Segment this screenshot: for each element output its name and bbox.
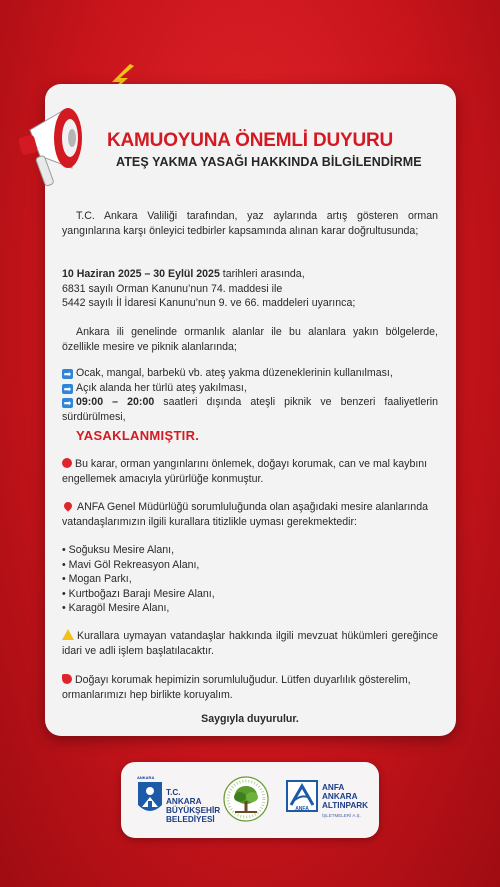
law-line-2: 5442 sayılı İl İdaresi Kanunu’nun 9. ve 66. maddeleri uyarınca;: [62, 297, 356, 310]
list-item: • Kurtboğazı Barajı Mesire Alanı,: [62, 587, 438, 602]
arrow-right-icon: ➡: [63, 398, 72, 409]
arrow-right-icon: ➡: [63, 369, 72, 379]
ban-item: ➡ 09:00 – 20:00 saatleri dışında ateşli piknik ve benzeri faaliyetlerin sürdürülmesi,: [62, 396, 438, 423]
forestry-tree-logo: [222, 774, 270, 824]
anfa-name: ANFA ANKARA ALTINPARK İŞLETMELERİ A.Ş.: [322, 783, 369, 818]
ankara-municipality-logo: [137, 781, 163, 817]
ankara-municipality-name: T.C. ANKARA BÜYÜKŞEHİR BELEDİYESİ: [166, 788, 221, 824]
ban-time: 09:00 – 20:00: [76, 396, 155, 409]
closing-paragraph: Doğayı korumak hepimizin sorumluluğudur. Lütfen duyarlılık gösterelim, ormanlarımızı hep birlikte koruyalım.: [62, 674, 411, 701]
arrow-right-icon: ➡: [63, 383, 72, 394]
date-range: 10 Haziran 2025 – 30 Eylül 2025: [62, 268, 220, 280]
pushpin-icon: [62, 674, 72, 684]
ban-item: ➡ Ocak, mangal, barbekü vb. ateş yakma düzeneklerinin kullanılması,: [63, 367, 393, 379]
banned-label: YASAKLANMIŞTIR.: [76, 428, 200, 443]
ban-item: ➡ Açık alanda her türlü ateş yakılması,: [63, 381, 247, 394]
anfa-logo: [286, 780, 318, 812]
anfa-notice-paragraph: ANFA Genel Müdürlüğü sorumluluğunda olan aşağıdaki mesire alanlarında vatandaşlarımızın ilgili kurallara titizlikle uyması gerekmektedir:: [62, 501, 428, 528]
scope-paragraph: Ankara ili genelinde ormanlık alanlar ile bu alanlara yakın bölgelerde, özellikle mesire ve piknik alanlarında;: [62, 326, 438, 353]
places-list: [62, 543, 438, 616]
list-item: • Soğuksu Mesire Alanı,: [62, 543, 438, 558]
signoff: Saygıyla duyurulur.: [201, 713, 299, 725]
warning-icon: [62, 629, 74, 640]
date-law-block: [62, 267, 438, 311]
date-suffix: tarihleri arasında,: [219, 268, 305, 280]
page-subtitle: ATEŞ YAKMA YASAĞI HAKKINDA BİLGİLENDİRME: [116, 155, 422, 169]
page-title: KAMUOYUNA ÖNEMLİ DUYURU: [107, 130, 394, 151]
list-item: • Mavi Göl Rekreasyon Alanı,: [62, 558, 438, 573]
anfa-logo-text: ANFA: [295, 806, 309, 812]
list-item: • Karagöl Mesire Alanı,: [62, 601, 438, 616]
list-item: • Mogan Parkı,: [62, 572, 438, 587]
law-line-1: 6831 sayılı Orman Kanunu’nun 74. maddesi ile: [62, 282, 283, 295]
ankara-small-label: ANKARA: [137, 775, 155, 780]
red-circle-icon: [62, 458, 72, 468]
ban-list: [62, 366, 438, 424]
megaphone-icon: [12, 90, 112, 195]
warning-paragraph: Kurallara uymayan vatandaşlar hakkında ilgili mevzuat hükümleri gereğince idari ve adli işlem başlatılacaktır.: [62, 630, 438, 657]
pin-icon: [62, 500, 73, 511]
decision-paragraph: Bu karar, orman yangınlarını önlemek, doğayı korumak, can ve mal kaybını engellemek amacıyla yürürlüğe konmuştur.: [62, 458, 428, 485]
intro-paragraph: T.C. Ankara Valiliği tarafından, yaz aylarında artış gösteren orman yangınlarına karşı önleyici tedbirler kapsamında alınan karar doğrultusunda;: [62, 210, 438, 237]
